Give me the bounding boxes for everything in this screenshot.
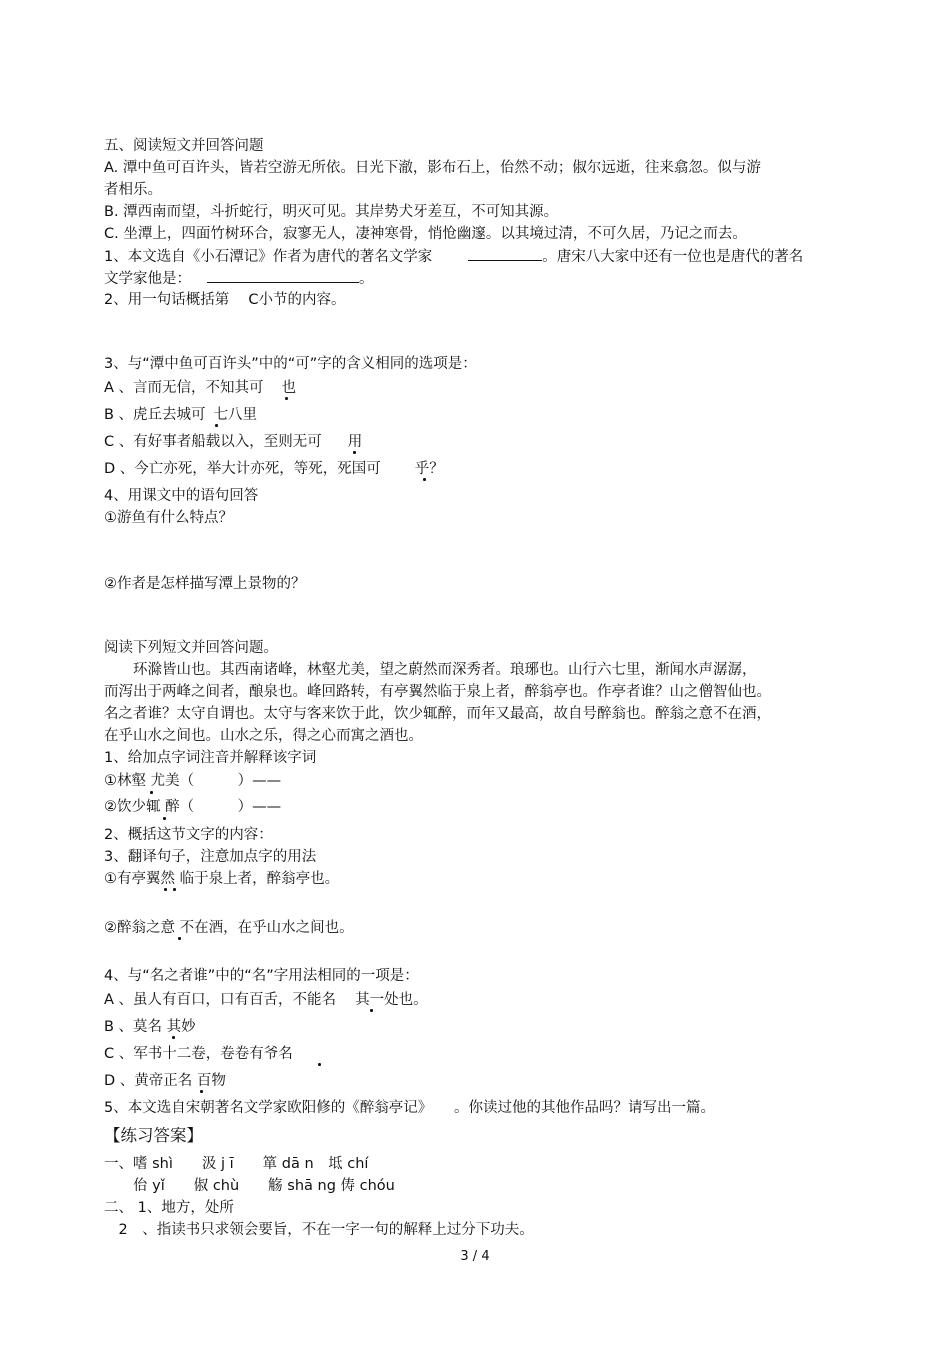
question-1-text-c: 文学家他是： — [104, 271, 191, 287]
question-4: 4、用课文中的语句回答 — [104, 488, 259, 504]
question-4-sub2: ②作者是怎样描写潭上景物的？ — [104, 576, 306, 592]
p2-question-5: 5、本文选自宋朝著名文学家欧阳修的《醉翁亭记》 。你读过他的其他作品吗？请写出一篇。 — [104, 1100, 715, 1116]
emphasis-dot — [178, 937, 181, 940]
p2-question-4: 4、与“名之者谁”中的“名”字用法相同的一项是： — [104, 968, 419, 984]
emphasis-dot — [172, 1036, 175, 1039]
emphasis-dot — [370, 1009, 373, 1012]
paragraph-b: B. 潭西南而望，斗折蛇行，明灭可见。其岸势犬牙差互，不可知其源。 — [104, 204, 559, 220]
emphasis-dot — [285, 397, 288, 400]
question-1-text-a: 1、本文选自《小石潭记》作者为唐代的著名文学家 — [104, 249, 433, 265]
option-a-text: A 、言而无信，不知其可 — [104, 380, 264, 396]
option-b — [104, 405, 257, 425]
passage-intro: 阅读下列短文并回答问题。 — [104, 640, 278, 656]
paragraph-a-line1: A. 潭中鱼可百许头，皆若空游无所依。日光下澈，影布石上，佁然不动；俶尔远逝，往来翕忽。似与游 — [104, 160, 761, 176]
p2-option-c: C 、军书十二卷，卷卷有爷名 — [104, 1046, 293, 1062]
option-a — [104, 378, 296, 398]
option-c-tail: 用 — [347, 434, 363, 450]
question-1-text-b: 。唐宋八大家中还有一位也是唐代的著名 — [542, 249, 804, 265]
question-3: 3、与“潭中鱼可百许头”中的“可”字的含义相同的选项是： — [104, 356, 477, 372]
emphasis-dot — [163, 817, 166, 820]
option-c — [104, 432, 362, 452]
question-1-line2 — [104, 268, 374, 289]
p2-question-2: 2、概括这节文字的内容： — [104, 827, 273, 843]
answers-line: 2 、指读书只求领会要旨，不在一字一句的解释上过分下功夫。 — [104, 1222, 534, 1238]
answers-line: 二、 1、地方，处所 — [104, 1200, 234, 1216]
emphasis-dot — [353, 451, 356, 454]
p2-option-d: D 、黄帝正名 百物 — [104, 1073, 226, 1089]
option-d-text: D 、今亡亦死，举大计亦死，等死，死国可 — [104, 461, 381, 477]
p2-option-b: B 、莫名 其妙 — [104, 1019, 196, 1035]
emphasis-dot — [200, 1090, 203, 1093]
answer-blank[interactable] — [468, 246, 542, 261]
option-b-text: B 、虎丘去城可 — [104, 407, 206, 423]
question-2: 2、用一句话概括第 C小节的内容。 — [104, 292, 346, 308]
section-title: 五、阅读短文并回答问题 — [104, 138, 264, 154]
option-b-tail: 七八里 — [213, 407, 258, 423]
passage-line: 名之者谁？太守自谓也。太守与客来饮于此，饮少辄醉，而年又最高，故自号醉翁也。醉翁之意不在酒， — [104, 706, 771, 722]
p2-question-1-sub2: ②饮少辄 醉（ ）—— — [104, 799, 282, 815]
option-a-tail: 也 — [281, 380, 297, 396]
emphasis-dot — [150, 791, 153, 794]
p2-question-3: 3、翻译句子，注意加点字的用法 — [104, 849, 317, 865]
answer-blank[interactable] — [207, 268, 359, 283]
option-c-text: C 、有好事者船载以入，至则无可 — [104, 434, 322, 450]
p2-question-3-sub1: ①有亭翼然 临于泉上者，醉翁亭也。 — [104, 871, 340, 887]
p2-question-3-sub2: ②醉翁之意 不在酒，在乎山水之间也。 — [104, 920, 354, 936]
emphasis-dot — [423, 478, 426, 481]
passage-line: 在乎山水之间也。山水之乐，得之心而寓之酒也。 — [104, 728, 423, 744]
answers-line: 一、嗜 shì 汲 j ī 箪 dā n 坻 chí — [104, 1156, 369, 1172]
emphasis-dot — [318, 1063, 321, 1066]
passage-line: 而泻出于两峰之间者，酿泉也。峰回路转，有亭翼然临于泉上者，醉翁亭也。作亭者谁？山之僧智仙也。 — [104, 684, 771, 700]
p2-question-1-sub1: ①林壑 尤美（ ）—— — [104, 773, 282, 789]
emphasis-dot — [215, 424, 218, 427]
p2-question-1: 1、给加点字词注音并解释该字词 — [104, 750, 317, 766]
p2-option-a: A 、虽人有百口，口有百舌，不能名 其一处也。 — [104, 992, 428, 1008]
paragraph-a-line2: 者相乐。 — [104, 182, 162, 198]
emphasis-dot — [173, 888, 176, 891]
question-1-text-d: 。 — [359, 271, 374, 287]
paragraph-c: C. 坐潭上，四面竹树环合，寂寥无人，凄神寒骨，悄怆幽邃。以其境过清，不可久居，乃记之而去。 — [104, 226, 747, 242]
question-1-line1 — [104, 246, 803, 267]
emphasis-dot — [164, 888, 167, 891]
page-number: 3 / 4 — [460, 1249, 490, 1264]
option-d-tail: 乎？ — [414, 461, 444, 477]
option-d — [104, 459, 444, 479]
answers-line: 佁 yǐ 俶 chù 觞 shā ng 俦 chóu — [104, 1178, 395, 1194]
question-4-sub1: ①游鱼有什么特点？ — [104, 510, 233, 526]
answers-title: 【练习答案】 — [104, 1126, 203, 1145]
passage-line: 环滁皆山也。其西南诸峰，林壑尤美，望之蔚然而深秀者。琅琊也。山行六七里，渐闻水声潺潺， — [104, 662, 757, 678]
